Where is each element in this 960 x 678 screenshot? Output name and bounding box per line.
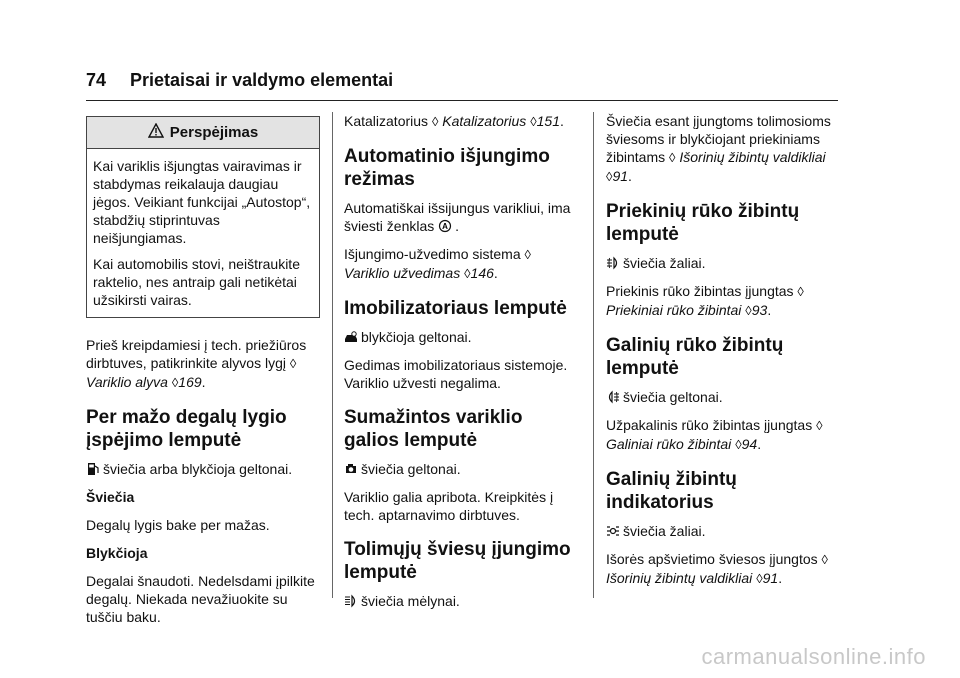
- page-ref-icon: ◊: [797, 284, 804, 299]
- auto-stop-heading: Automatinio išjungimo režimas: [344, 146, 550, 190]
- oil-paragraph: Prieš kreipdamiesi į tech. priežiūros dirbtuves, patikrinkite alyvos lygį ◊ Variklio alyva ◊169.: [86, 337, 307, 390]
- high-beam-paragraph: Šviečia esant įjungtoms tolimosioms šviesoms ir blykčiojant priekiniams žibintams ◊ Išorinių žibintų valdikliai ◊91.: [606, 113, 831, 184]
- label-on: Šviečia: [86, 489, 135, 505]
- page-header: [86, 70, 393, 91]
- blink-text: Degalai šnaudoti. Nedelsdami įpilkite degalų. Niekada nevažiuokite su tuščiu baku.: [86, 573, 315, 625]
- page-ref-icon: ◊: [756, 571, 763, 586]
- page-ref-icon: ◊: [464, 266, 471, 281]
- ignition-paragraph: Išjungimo-užvedimo sistema ◊ Variklio užvedimas ◊146.: [344, 246, 531, 281]
- page-title: Prietaisai ir valdymo elementai: [130, 70, 394, 90]
- rear-fog-page[interactable]: 94: [741, 436, 758, 452]
- page-ref-icon: ◊: [524, 247, 531, 262]
- warning-text-2: Kai automobilis stovi, neištraukite raktelio, nes antraip gali netikėtai užsikirsti vairas.: [93, 256, 300, 308]
- exterior-lights-page[interactable]: 91: [612, 168, 629, 184]
- ignition-link[interactable]: Variklio užvedimas: [344, 265, 461, 281]
- svg-text:A: A: [442, 222, 449, 231]
- catalyst-paragraph: Katalizatorius ◊ Katalizatorius ◊151.: [344, 113, 564, 129]
- engine-power-icon: [344, 462, 358, 476]
- warning-triangle-icon: [148, 123, 164, 139]
- rear-fog-icon: [606, 390, 620, 404]
- rear-fog-link[interactable]: Galiniai rūko žibintai: [606, 436, 732, 452]
- page-ref-icon: ◊: [669, 150, 676, 165]
- column-divider-2: [593, 112, 594, 598]
- engine-power-status: šviečia geltonai.: [344, 460, 580, 478]
- immobilizer-icon: [344, 330, 358, 344]
- page-ref-icon: ◊: [171, 375, 179, 390]
- high-beam-heading: Tolimųjų šviesų įjungimo lemputė: [344, 539, 571, 583]
- immobilizer-text: Gedimas imobilizatoriaus sistemoje. Variklio užvesti negalima.: [344, 357, 568, 391]
- oil-link[interactable]: Variklio alyva: [86, 374, 168, 390]
- side-light-heading: Galinių žibintų indikatorius: [606, 469, 737, 513]
- fuel-heading: Per mažo degalų lygio įspėjimo lemputė: [86, 407, 287, 451]
- page-ref-icon: ◊: [530, 114, 537, 129]
- rear-fog-status: šviečia geltonai.: [606, 388, 838, 406]
- side-light-icon: [606, 524, 620, 538]
- auto-stop-text: Automatiškai išsijungus varikliui, ima šviesti ženklas A .: [344, 200, 571, 234]
- front-fog-link[interactable]: Priekiniai rūko žibintai: [606, 302, 742, 318]
- page-ref-icon: ◊: [431, 114, 439, 129]
- page-ref-icon: ◊: [735, 437, 742, 452]
- watermark: carmanualsonline.info: [701, 644, 926, 669]
- on-text: Degalų lygis bake per mažas.: [86, 517, 270, 533]
- label-blink: Blykčioja: [86, 545, 148, 561]
- fuel-icon: [86, 462, 100, 476]
- rear-fog-heading: Galinių rūko žibintų lemputė: [606, 335, 784, 379]
- auto-stop-icon: [438, 219, 452, 233]
- page-ref-icon: ◊: [745, 303, 752, 318]
- front-fog-status: šviečia žaliai.: [606, 254, 838, 272]
- page-ref-icon: ◊: [606, 169, 613, 184]
- side-light-paragraph: Išorės apšvietimo šviesos įjungtos ◊ Išorinių žibintų valdikliai ◊91.: [606, 551, 828, 586]
- engine-power-text: Variklio galia apribota. Kreipkitės į tech. aptarnavimo dirbtuves.: [344, 489, 554, 523]
- catalyst-page[interactable]: 151: [536, 113, 560, 129]
- warning-title: Perspėjimas: [87, 117, 319, 148]
- high-beam-icon: [344, 594, 358, 608]
- ignition-page[interactable]: 146: [470, 265, 494, 281]
- exterior-lights-link[interactable]: Išorinių žibintų valdikliai: [679, 149, 826, 165]
- front-fog-page[interactable]: 93: [751, 302, 768, 318]
- page-ref-icon: ◊: [289, 356, 297, 371]
- side-light-page[interactable]: 91: [762, 570, 779, 586]
- side-light-link[interactable]: Išorinių žibintų valdikliai: [606, 570, 753, 586]
- warning-box: [86, 116, 320, 318]
- catalyst-link[interactable]: Katalizatorius: [442, 113, 527, 129]
- column-1: [86, 112, 320, 636]
- immobilizer-status: blykčioja geltonai.: [344, 328, 580, 346]
- front-fog-icon: [606, 256, 620, 270]
- page-ref-icon: ◊: [816, 418, 823, 433]
- side-light-status: šviečia žaliai.: [606, 522, 838, 540]
- engine-power-heading: Sumažintos variklio galios lemputė: [344, 407, 523, 451]
- column-2: [344, 112, 580, 620]
- header-rule: [86, 100, 838, 101]
- column-3: [606, 112, 838, 598]
- warning-text-1: Kai variklis išjungtas vairavimas ir stabdymas reikalauja daugiau jėgos. Veikiant funkcijai „Autostop“, stabdžių stiprintuvas neišjungiamas.: [93, 158, 311, 246]
- page-ref-icon: ◊: [821, 552, 828, 567]
- warning-body: [87, 148, 319, 317]
- column-divider-1: [332, 112, 333, 598]
- page-number: 74: [86, 70, 107, 90]
- oil-page[interactable]: 169: [178, 374, 202, 390]
- front-fog-paragraph: Priekinis rūko žibintas įjungtas ◊ Priekiniai rūko žibintai ◊93.: [606, 283, 804, 318]
- immobilizer-heading: Imobilizatoriaus lemputė: [344, 298, 567, 319]
- rear-fog-paragraph: Užpakalinis rūko žibintas įjungtas ◊ Galiniai rūko žibintai ◊94.: [606, 417, 823, 452]
- front-fog-heading: Priekinių rūko žibintų lemputė: [606, 201, 800, 245]
- fuel-status: šviečia arba blykčioja geltonai.: [86, 460, 320, 478]
- high-beam-status: šviečia mėlynai.: [344, 592, 580, 610]
